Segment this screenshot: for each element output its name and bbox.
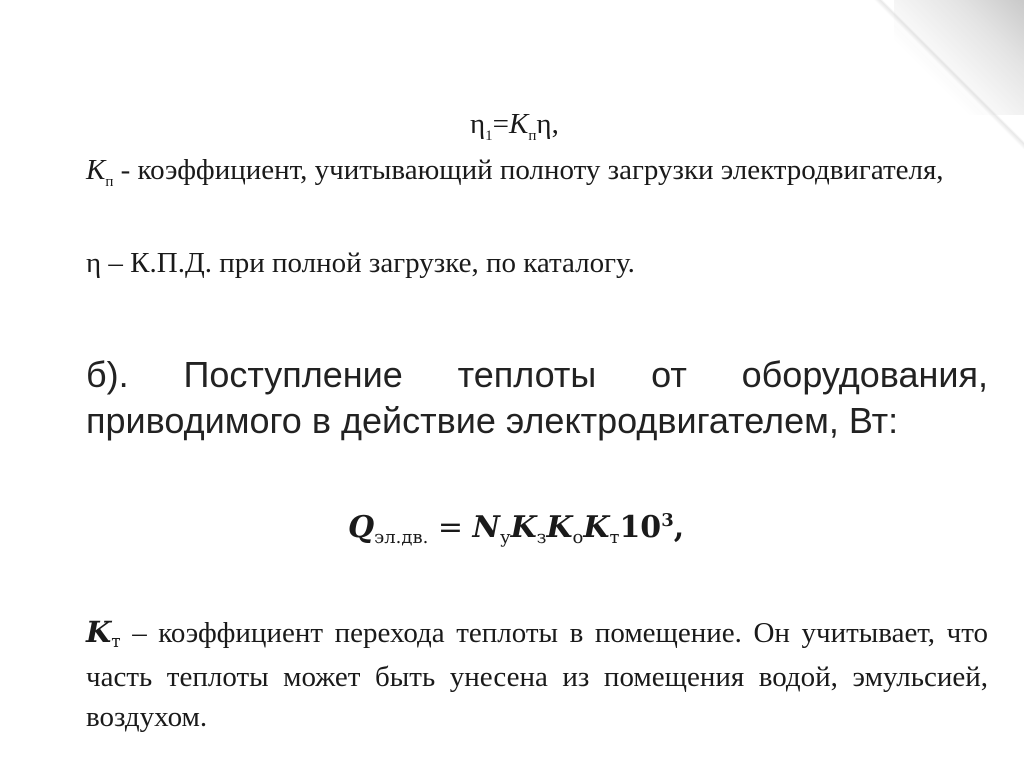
n-symbol: N — [472, 510, 500, 545]
eta-definition: η – К.П.Д. при полной загрузке, по каталогу. — [86, 247, 635, 279]
power-exponent: 3 — [661, 510, 674, 531]
k-symbol: K — [509, 108, 529, 140]
power-of-ten — [619, 510, 673, 545]
kt-definition — [86, 612, 988, 737]
formula-equals: = — [428, 510, 473, 545]
eta-subscript: 1 — [485, 127, 493, 144]
kz-subscript: з — [536, 527, 547, 548]
kt-symbol: K — [583, 510, 610, 545]
eta-symbol: η — [470, 108, 486, 140]
kp-subscript: п — [105, 173, 114, 190]
kp-definition — [86, 153, 988, 199]
section-heading: б). Поступление теплоты от оборудования, приводимого в действие электродвигателем, Вт: — [86, 354, 988, 441]
kz-symbol: K — [510, 510, 537, 545]
ko-symbol: K — [546, 510, 573, 545]
kt-def-k: K — [86, 615, 112, 649]
kp-symbol: K — [86, 154, 106, 186]
page-curl-highlight — [874, 0, 1024, 150]
ko-subscript: о — [572, 527, 584, 548]
equals-sign: = — [492, 108, 510, 140]
eta-tail: η, — [536, 108, 559, 140]
kp-definition-text: - коэффициент, учитывающий полноту загрузки электродвигателя, — [113, 154, 944, 186]
efficiency-equation — [470, 108, 559, 145]
n-subscript: у — [499, 527, 511, 548]
kt-subscript: т — [609, 527, 620, 548]
kt-definition-text: – коэффициент перехода теплоты в помещение. Он учитывает, что часть теплоты может быть унесена из помещения водой, эмульсией, воздухом. — [86, 617, 988, 733]
heat-formula — [348, 510, 685, 548]
q-symbol: Q — [348, 510, 375, 545]
power-base: 10 — [619, 510, 662, 545]
kt-def-symbol — [86, 615, 121, 652]
kt-def-subscript: т — [111, 632, 121, 652]
q-subscript: эл.дв. — [374, 527, 429, 548]
k-subscript: п — [528, 127, 537, 144]
formula-comma: , — [673, 510, 685, 545]
